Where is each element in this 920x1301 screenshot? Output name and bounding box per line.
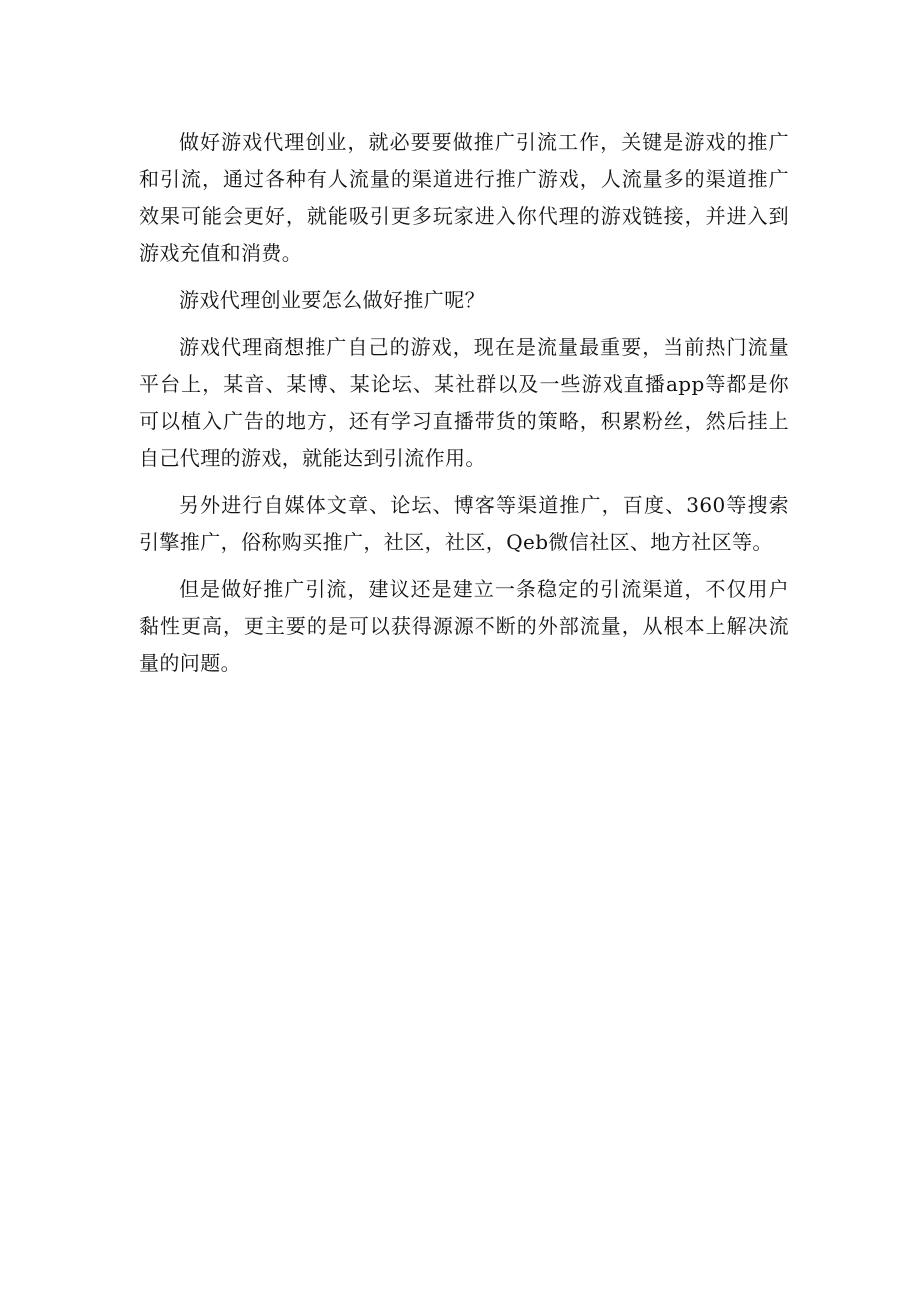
paragraph-question: 游戏代理创业要怎么做好推广呢？	[179, 288, 485, 312]
paragraph-channels: 另外进行自媒体文章、论坛、博客等渠道推广，百度、360等搜索引擎推广，俗称购买推广，社区，社区，Qeb微信社区、地方社区等。	[139, 493, 789, 554]
document-body	[139, 124, 789, 692]
paragraph-intro: 做好游戏代理创业，就必要要做推广引流工作，关键是游戏的推广和引流，通过各种有人流量的渠道进行推广游戏，人流量多的渠道推广效果可能会更好，就能吸引更多玩家进入你代理的游戏链接，并进入到游戏充值和消费。	[139, 130, 789, 265]
paragraph-platforms: 游戏代理商想推广自己的游戏，现在是流量最重要，当前热门流量平台上，某音、某博、某论坛、某社群以及一些游戏直播app等都是你可以植入广告的地方，还有学习直播带货的策略，积累粉丝，然后挂上自己代理的游戏，就能达到引流作用。	[139, 335, 789, 470]
paragraph-conclusion: 但是做好推广引流，建议还是建立一条稳定的引流渠道，不仅用户黏性更高，更主要的是可以获得源源不断的外部流量，从根本上解决流量的问题。	[139, 577, 789, 675]
